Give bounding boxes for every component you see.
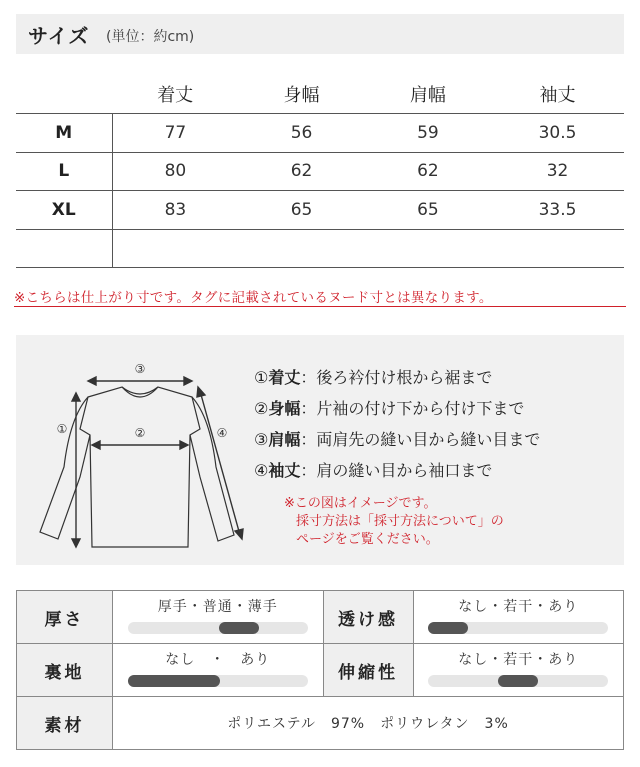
- definition-item: [254, 427, 540, 458]
- attribute-label-thickness: 厚さ: [17, 591, 113, 644]
- table-cell-empty: [491, 229, 624, 268]
- lining-scale: [128, 675, 308, 687]
- column-header: 肩幅: [365, 75, 491, 114]
- table-cell: 77: [112, 114, 238, 153]
- stretch-indicator: [498, 675, 538, 687]
- definition-term: 肩幅: [268, 430, 301, 449]
- attribute-value-lining: [113, 644, 324, 697]
- definition-desc: ：片袖の付け下から付け下まで: [300, 399, 525, 418]
- table-cell: 33.5: [491, 191, 624, 230]
- thickness-options: 厚手・普通・薄手: [157, 599, 278, 615]
- attribute-value-sheer: [413, 591, 624, 644]
- definition-term: 袖丈: [268, 461, 301, 480]
- table-cell: 83: [112, 191, 238, 230]
- marker-shoulder: ③: [134, 362, 146, 376]
- table-row: [16, 191, 624, 230]
- size-table: [16, 75, 624, 268]
- definition-number: ①: [254, 368, 269, 387]
- thickness-indicator: [219, 622, 259, 634]
- marker-sleeve: ④: [216, 426, 228, 440]
- table-cell: 59: [365, 114, 491, 153]
- table-cell-empty: [238, 229, 364, 268]
- size-label: M: [16, 114, 112, 153]
- marker-width: ②: [134, 426, 146, 440]
- attribute-value-thickness: [113, 591, 324, 644]
- table-cell: 62: [365, 152, 491, 191]
- size-corner-cell: [16, 75, 112, 114]
- table-cell: 65: [365, 191, 491, 230]
- material-composition: ポリエステル 97% ポリウレタン 3%: [227, 716, 509, 732]
- definition-item: [254, 458, 540, 489]
- sheer-scale: [428, 622, 608, 634]
- table-row-empty: [16, 229, 624, 268]
- marker-length: ①: [56, 422, 68, 436]
- thickness-scale: [128, 622, 308, 634]
- table-cell: 30.5: [491, 114, 624, 153]
- diagram-note: [284, 495, 504, 549]
- note-underline: [14, 306, 626, 307]
- diagram-note-line: 採寸方法は「採寸方法について」の: [296, 514, 504, 529]
- definition-desc: ：後ろ衿付け根から裾まで: [300, 368, 493, 387]
- attribute-row: [17, 644, 624, 697]
- finished-size-note: ※こちらは仕上がり寸です。タグに記載されているヌード寸とは異なります。: [14, 290, 493, 306]
- definition-number: ④: [254, 461, 269, 480]
- section-title: サイズ: [28, 24, 90, 48]
- definition-item: [254, 365, 540, 396]
- definition-item: [254, 396, 540, 427]
- diagram-note-line: ※この図はイメージです。: [284, 496, 437, 511]
- lining-indicator: [128, 675, 220, 687]
- fabric-attributes-table: [16, 590, 624, 750]
- attribute-label-lining: 裏地: [17, 644, 113, 697]
- table-cell-empty: [365, 229, 491, 268]
- definition-number: ③: [254, 430, 269, 449]
- size-table-header: [16, 75, 624, 114]
- column-header: 着丈: [112, 75, 238, 114]
- size-label: L: [16, 152, 112, 191]
- table-row: [16, 114, 624, 153]
- column-header: 袖丈: [491, 75, 624, 114]
- definition-desc: ：両肩先の縫い目から縫い目まで: [300, 430, 541, 449]
- definition-desc: ：肩の縫い目から袖口まで: [300, 461, 493, 480]
- table-cell: 62: [238, 152, 364, 191]
- attribute-row: [17, 591, 624, 644]
- table-cell: 56: [238, 114, 364, 153]
- sheer-options: なし・若干・あり: [458, 599, 579, 615]
- lining-options: なし ・ あり: [165, 652, 271, 668]
- size-label-empty: [16, 229, 112, 268]
- definition-term: 身幅: [268, 399, 301, 418]
- measurement-definitions: [254, 365, 540, 489]
- attribute-row: [17, 697, 624, 750]
- attribute-value-stretch: [413, 644, 624, 697]
- table-cell: 80: [112, 152, 238, 191]
- sheer-indicator: [428, 622, 468, 634]
- stretch-options: なし・若干・あり: [458, 652, 579, 668]
- diagram-note-line: ページをご覧ください。: [296, 532, 439, 547]
- attribute-label-stretch: 伸縮性: [323, 644, 413, 697]
- table-cell: 65: [238, 191, 364, 230]
- definition-term: 着丈: [268, 368, 301, 387]
- stretch-scale: [428, 675, 608, 687]
- column-header: 身幅: [238, 75, 364, 114]
- measurement-diagram: [16, 335, 624, 565]
- attribute-value-material: [113, 697, 624, 750]
- attribute-label-material: 素材: [17, 697, 113, 750]
- size-label: XL: [16, 191, 112, 230]
- table-cell-empty: [112, 229, 238, 268]
- table-cell: 32: [491, 152, 624, 191]
- shirt-illustration: [30, 357, 258, 557]
- attribute-label-sheer: 透け感: [323, 591, 413, 644]
- unit-label: (単位：約cm): [106, 29, 195, 45]
- definition-number: ②: [254, 399, 269, 418]
- table-row: [16, 152, 624, 191]
- size-header: [16, 14, 624, 54]
